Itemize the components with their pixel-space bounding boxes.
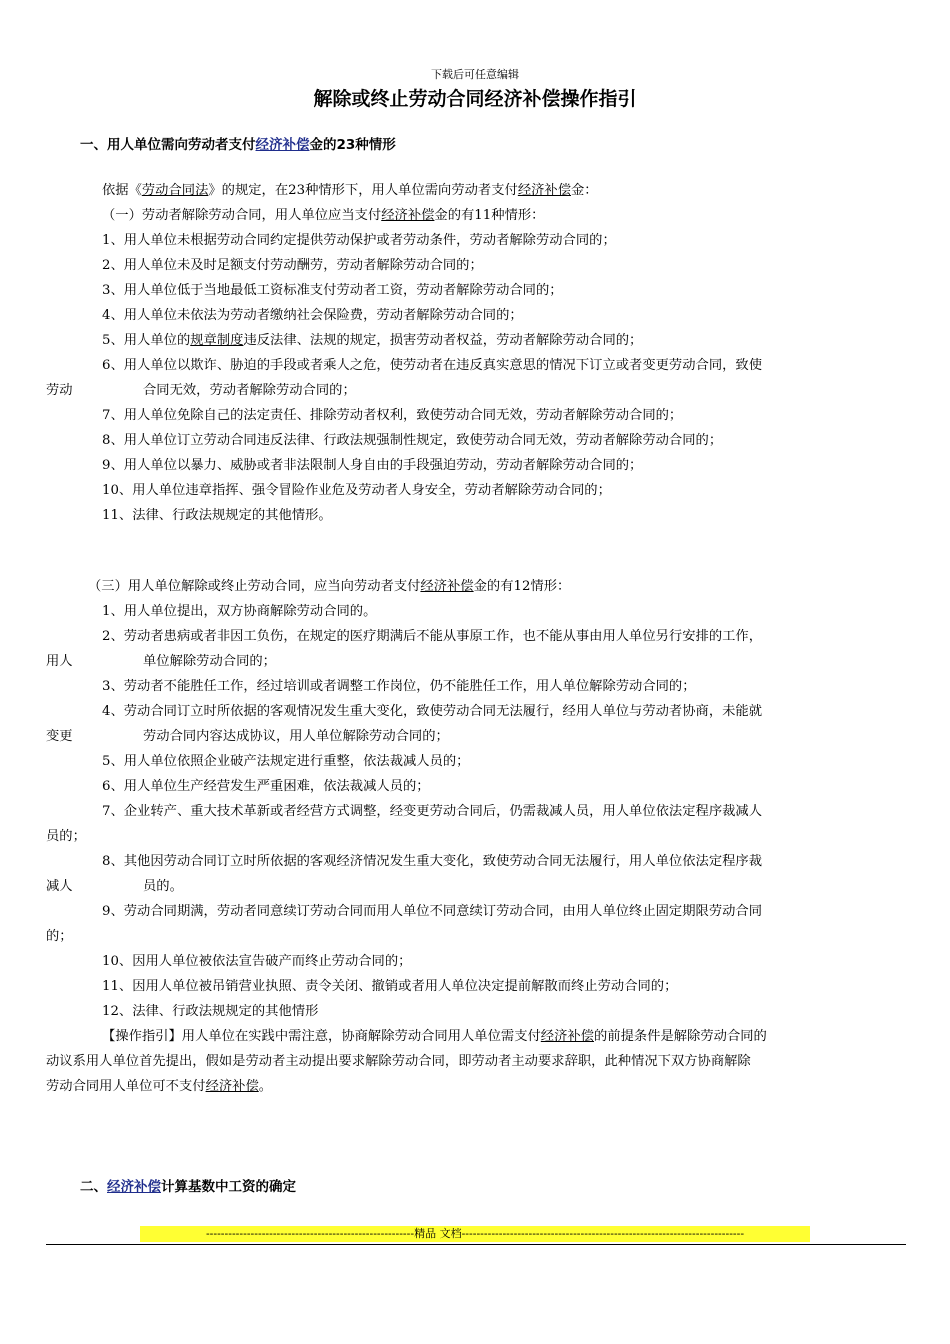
footer-divider xyxy=(46,1244,906,1245)
section-1-heading xyxy=(80,133,396,153)
list-item: 8、其他因劳动合同订立时所依据的客观经济情况发生重大变化，致使劳动合同无法履行，用人单位依法定程序裁 xyxy=(102,854,763,869)
economic-compensation-link[interactable]: 经济补偿 xyxy=(420,579,474,594)
economic-compensation-link[interactable]: 经济补偿 xyxy=(381,208,435,223)
intro-pre: 依据《 xyxy=(102,183,142,198)
list-item: 5、用人单位依照企业破产法规定进行重整，依法裁减人员的； xyxy=(102,754,470,769)
list-item: 4、用人单位未依法为劳动者缴纳社会保险费，劳动者解除劳动合同的； xyxy=(102,308,523,323)
part-3-post: 金的有12情形： xyxy=(473,579,571,594)
list-item-wrap: 员的。 xyxy=(143,879,183,894)
list-item-post: 违反法律、法规的规定，损害劳动者权益，劳动者解除劳动合同的； xyxy=(243,333,643,348)
list-item: 9、用人单位以暴力、威胁或者非法限制人身自由的手段强迫劳动，劳动者解除劳动合同的； xyxy=(102,458,643,473)
footer-text: 精品 文档 xyxy=(414,1227,462,1240)
list-item-wrap-start: 用人 xyxy=(46,654,73,669)
section-1-heading-post: 金的23种情形 xyxy=(309,137,396,153)
economic-compensation-link[interactable]: 经济补偿 xyxy=(205,1079,259,1094)
guide-pre: 劳动合同用人单位可不支付 xyxy=(46,1079,206,1094)
part-1-post: 金的有11种情形： xyxy=(434,208,545,223)
footer-banner xyxy=(140,1226,810,1242)
list-item-wrap: 员的； xyxy=(46,829,86,844)
guide-post: 的前提条件是解除劳动合同的 xyxy=(593,1029,767,1044)
footer-dashes-right: ---------------------------------------------------------------------------- xyxy=(461,1227,745,1240)
guide-pre: 【操作指引】用人单位在实践中需注意，协商解除劳动合同用人单位需支付 xyxy=(102,1029,541,1044)
operation-guide-line-2: 动议系用人单位首先提出，假如是劳动者主动提出要求解除劳动合同，即劳动者主动要求辞职，此种情况下双方协商解除 xyxy=(46,1054,751,1069)
economic-compensation-link[interactable]: 经济补偿 xyxy=(255,137,310,153)
section-2-heading-pre: 二、 xyxy=(80,1179,107,1195)
list-item-wrap: 劳动合同内容达成协议，用人单位解除劳动合同的； xyxy=(143,729,449,744)
list-item-wrap-start: 变更 xyxy=(46,729,73,744)
header-note: 下载后可任意编辑 xyxy=(431,68,519,81)
list-item: 4、劳动合同订立时所依据的客观情况发生重大变化，致使劳动合同无法履行，经用人单位与劳动者协商，未能就 xyxy=(102,704,763,719)
part-3-heading xyxy=(88,578,570,596)
list-item: 12、法律、行政法规规定的其他情形 xyxy=(102,1004,319,1019)
list-item: 10、因用人单位被依法宣告破产而终止劳动合同的； xyxy=(102,954,412,969)
economic-compensation-link[interactable]: 经济补偿 xyxy=(107,1179,161,1195)
list-item: 7、用人单位免除自己的法定责任、排除劳动者权利，致使劳动合同无效，劳动者解除劳动合同的； xyxy=(102,408,683,423)
page-title: 解除或终止劳动合同经济补偿操作指引 xyxy=(313,88,637,110)
list-item: 2、劳动者患病或者非因工负伤，在规定的医疗期满后不能从事原工作，也不能从事由用人单位另行安排的工作， xyxy=(102,629,763,644)
list-item: 3、用人单位低于当地最低工资标准支付劳动者工资，劳动者解除劳动合同的； xyxy=(102,283,563,298)
operation-guide-line-3 xyxy=(46,1078,272,1096)
list-item: 7、企业转产、重大技术革新或者经营方式调整，经变更劳动合同后，仍需裁减人员，用人单位依法定程序裁减人 xyxy=(102,804,763,819)
list-item: 6、用人单位以欺诈、胁迫的手段或者乘人之危，使劳动者在违反真实意思的情况下订立或者变更劳动合同，致使 xyxy=(102,358,763,373)
footer-dashes-left: -------------------------------------------------------- xyxy=(205,1227,415,1240)
section-1-heading-pre: 一、用人单位需向劳动者支付 xyxy=(80,137,256,153)
part-1-heading xyxy=(102,207,544,225)
section-2-heading-post: 计算基数中工资的确定 xyxy=(161,1179,296,1195)
list-item: 1、用人单位未根据劳动合同约定提供劳动保护或者劳动条件，劳动者解除劳动合同的； xyxy=(102,233,616,248)
list-item: 11、法律、行政法规规定的其他情形。 xyxy=(102,508,332,523)
list-item: 11、因用人单位被吊销营业执照、责令关闭、撤销或者用人单位决定提前解散而终止劳动合同的； xyxy=(102,979,678,994)
intro-mid: 》的规定，在23种情形下，用人单位需向劳动者支付 xyxy=(208,183,518,198)
list-item: 10、用人单位违章指挥、强令冒险作业危及劳动者人身安全，劳动者解除劳动合同的； xyxy=(102,483,611,498)
part-1-pre: （一）劳动者解除劳动合同，用人单位应当支付 xyxy=(102,208,382,223)
operation-guide-line-1 xyxy=(102,1028,767,1046)
labor-contract-law-link[interactable]: 劳动合同法 xyxy=(141,183,209,198)
list-item-wrap-start: 劳动 xyxy=(46,383,73,398)
rules-regulations-link[interactable]: 规章制度 xyxy=(190,333,244,348)
list-item: 8、用人单位订立劳动合同违反法律、行政法规强制性规定，致使劳动合同无效，劳动者解除劳动合同的； xyxy=(102,433,723,448)
list-item-wrap: 单位解除劳动合同的； xyxy=(143,654,276,669)
list-item-wrap-start: 减人 xyxy=(46,879,73,894)
section-2-heading xyxy=(80,1175,296,1195)
intro-post: 金： xyxy=(571,183,598,198)
list-item: 1、用人单位提出，双方协商解除劳动合同的。 xyxy=(102,604,377,619)
part-3-pre: （三）用人单位解除或终止劳动合同，应当向劳动者支付 xyxy=(88,579,421,594)
economic-compensation-link[interactable]: 经济补偿 xyxy=(540,1029,594,1044)
list-item: 2、用人单位未及时足额支付劳动酬劳，劳动者解除劳动合同的； xyxy=(102,258,483,273)
intro-paragraph xyxy=(102,182,598,200)
list-item-wrap: 的； xyxy=(46,929,73,944)
list-item-pre: 5、用人单位的 xyxy=(102,333,191,348)
list-item xyxy=(102,332,642,350)
list-item: 3、劳动者不能胜任工作，经过培训或者调整工作岗位，仍不能胜任工作，用人单位解除劳动合同的； xyxy=(102,679,696,694)
list-item: 6、用人单位生产经营发生严重困难，依法裁减人员的； xyxy=(102,779,430,794)
economic-compensation-link[interactable]: 经济补偿 xyxy=(517,183,572,198)
list-item: 9、劳动合同期满，劳动者同意续订劳动合同而用人单位不同意续订劳动合同，由用人单位终止固定期限劳动合同 xyxy=(102,904,763,919)
guide-post: 。 xyxy=(258,1079,273,1094)
list-item-wrap: 合同无效，劳动者解除劳动合同的； xyxy=(143,383,356,398)
